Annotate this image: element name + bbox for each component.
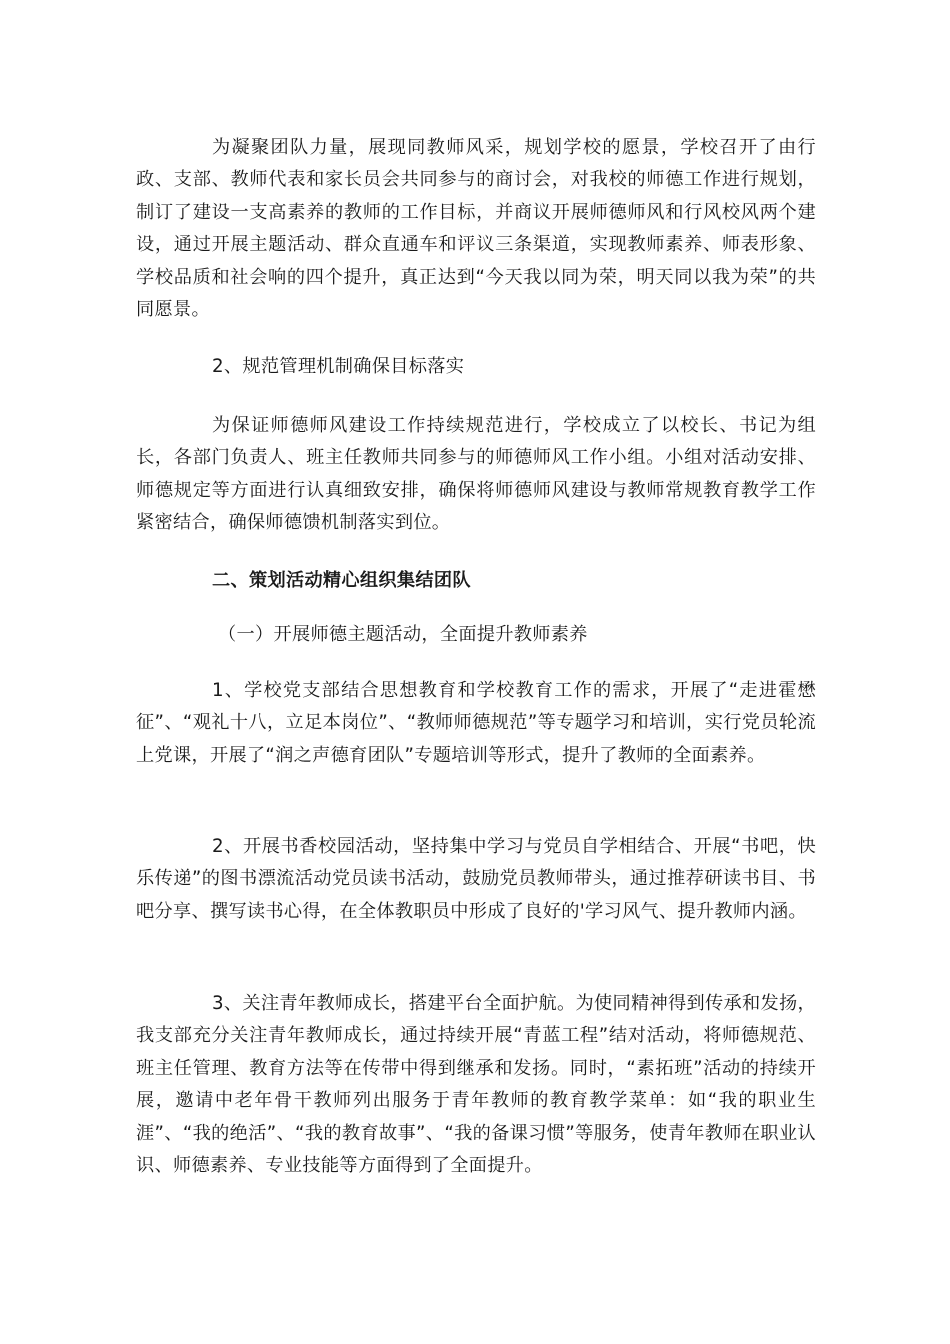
- paragraph-vision: 为凝聚团队力量，展现同教师风采，规划学校的愿景，学校召开了由行政、支部、教师代表和家长员会共同参与的商讨会，对我校的师德工作进行规划，制订了建设一支高素养的教师的工作目标，并商议开展师德师风和行风校风两个建设，通过开展主题活动、群众直通车和评议三条渠道，实现教师素养、师表形象、学校品质和社会响的四个提升，真正达到“今天我以同为荣，明天同以我为荣”的共同愿景。: [136, 137, 816, 321]
- subsection-heading-theme-activities: （一）开展师德主题活动，全面提升教师素养: [218, 624, 588, 645]
- section-heading-activities: 二、策划活动精心组织集结团队: [212, 570, 471, 591]
- paragraph-item-2: 2、开展书香校园活动，坚持集中学习与党员自学相结合、开展“书吧，快乐传递”的图书漂流活动党员读书活动，鼓励党员教师带头，通过推荐研读书目、书吧分享、撰写读书心得，在全体教职员中形成了良好的'学习风气、提升教师内涵。: [136, 836, 816, 922]
- paragraph-item-1: 1、学校党支部结合思想教育和学校教育工作的需求，开展了“走进霍懋征”、“观礼十八，立足本岗位”、“教师师德规范”等专题学习和培训，实行党员轮流上党课，开展了“润之声德育团队”专题培训等形式，提升了教师的全面素养。: [136, 680, 816, 766]
- section-heading-management: 2、规范管理机制确保目标落实: [212, 356, 465, 377]
- paragraph-item-3: 3、关注青年教师成长，搭建平台全面护航。为使同精神得到传承和发扬，我支部充分关注青年教师成长，通过持续开展“青蓝工程”结对活动，将师德规范、班主任管理、教育方法等在传带中得到继承和发扬。同时，“素拓班”活动的持续开展，邀请中老年骨干教师列出服务于青年教师的教育教学菜单：如“我的职业生涯”、“我的绝活”、“我的教育故事”、“我的备课习惯”等服务，使青年教师在职业认识、师德素养、专业技能等方面得到了全面提升。: [136, 993, 816, 1177]
- paragraph-management: 为保证师德师风建设工作持续规范进行，学校成立了以校长、书记为组长，各部门负责人、班主任教师共同参与的师德师风工作小组。小组对活动安排、师德规定等方面进行认真细致安排，确保将师德师风建设与教师常规教育教学工作紧密结合，确保师德馈机制落实到位。: [136, 415, 816, 534]
